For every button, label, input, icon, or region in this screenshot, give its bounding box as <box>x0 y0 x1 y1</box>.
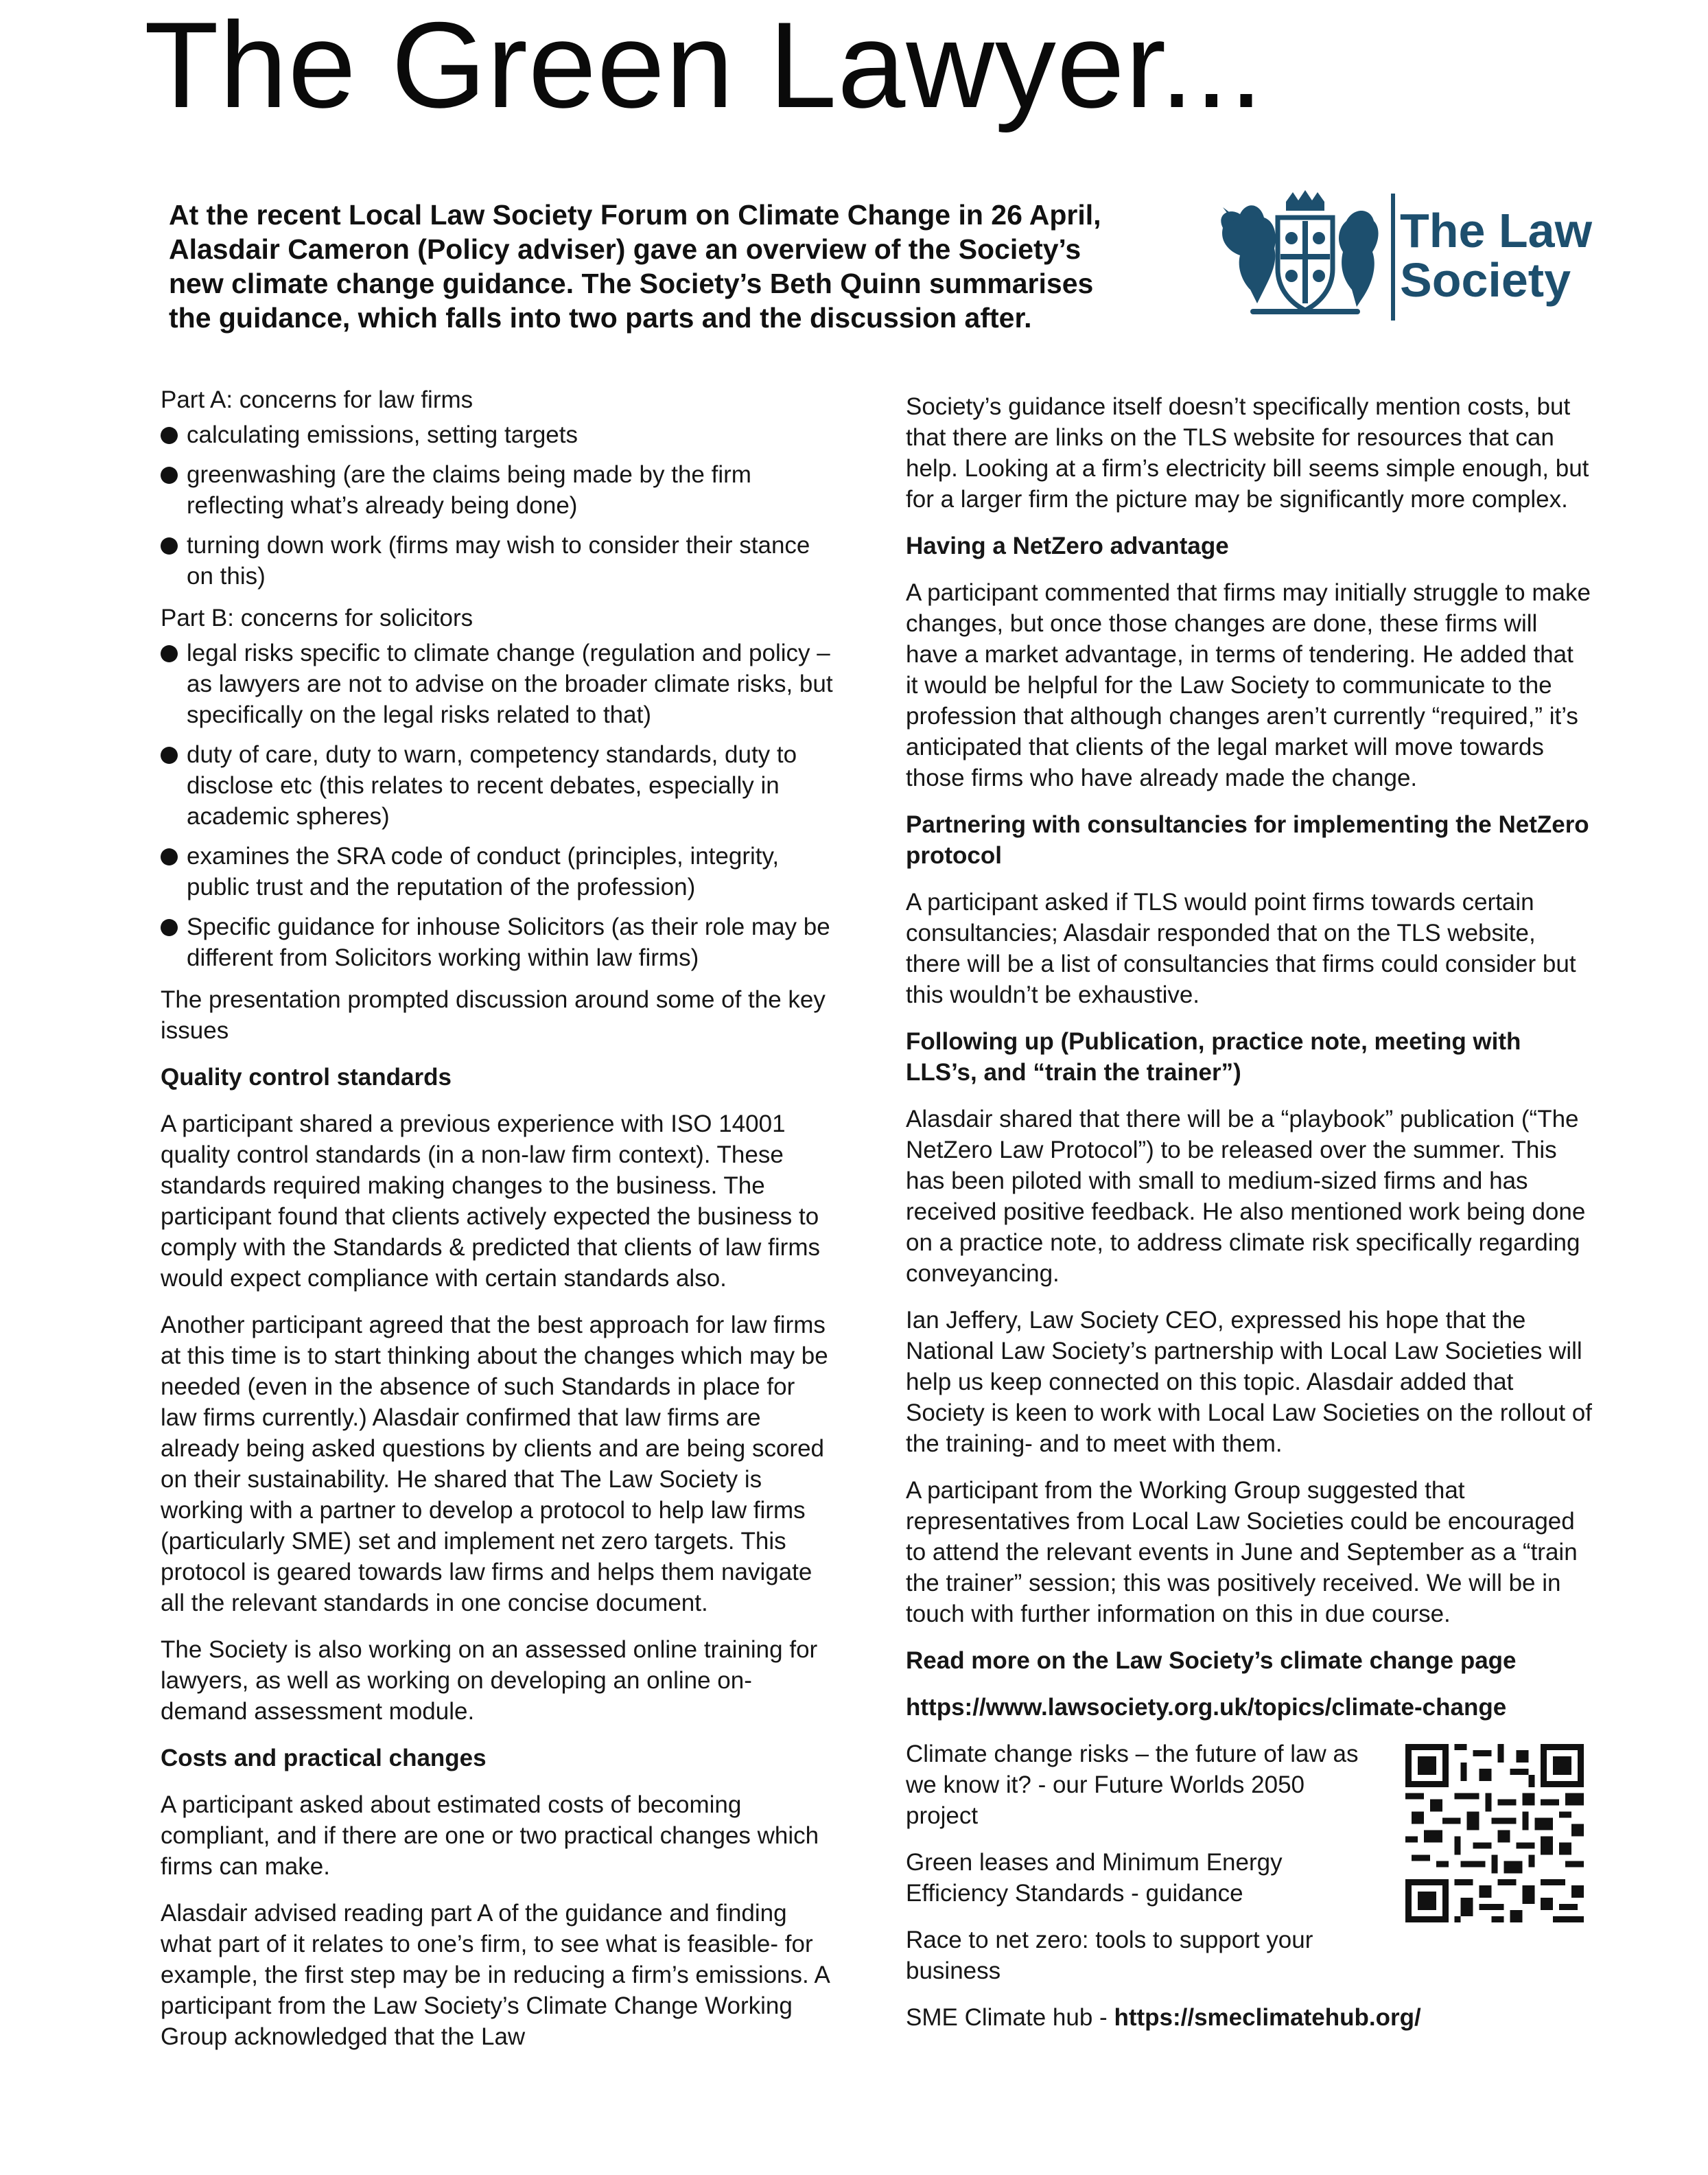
resource-links <box>906 1738 1592 1986</box>
read-more-heading: Read more on the Law Society’s climate change page <box>906 1647 1517 1674</box>
partnering-heading: Partnering with consultancies for implementing the NetZero protocol <box>906 811 1589 869</box>
part-a-list <box>161 419 837 592</box>
part-a-heading: Part A: concerns for law firms <box>161 386 473 413</box>
list-item: greenwashing (are the claims being made by the firm reflecting what’s already being done) <box>161 459 837 521</box>
part-b-heading: Part B: concerns for solicitors <box>161 605 473 631</box>
discussion-intro: The presentation prompted discussion around some of the key issues <box>161 986 826 1044</box>
costs-paragraph-1: A participant asked about estimated costs of becoming compliant, and if there are one or two practical changes which firms can make. <box>161 1791 819 1880</box>
part-b-list <box>161 638 837 973</box>
right-column <box>906 391 1592 2049</box>
left-column <box>161 384 837 2068</box>
link-green-leases[interactable]: Green leases and Minimum Energy Efficiency Standards - guidance <box>906 1849 1283 1907</box>
list-item: duty of care, duty to warn, competency standards, duty to disclose etc (this relates to recent debates, especially in academic spheres) <box>161 739 837 832</box>
logo-line-1: The Law <box>1400 204 1593 257</box>
sme-climate-hub-line <box>906 2002 1592 2033</box>
netzero-heading: Having a NetZero advantage <box>906 533 1229 559</box>
following-paragraph-1: Alasdair shared that there will be a “playbook” publication (“The NetZero Law Protocol”) to be released over the summer. This has been piloted with small to medium-sized firms and has received positive feedback. He also mentioned work being done on a practice note, to address climate risk specifically regarding conveyancing. <box>906 1106 1586 1287</box>
sme-label: SME Climate hub - <box>906 2004 1114 2031</box>
list-item: examines the SRA code of conduct (principles, integrity, public trust and the reputation of the profession) <box>161 841 837 903</box>
link-future-worlds[interactable]: Climate change risks – the future of law as we know it? - our Future Worlds 2050 project <box>906 1741 1359 1829</box>
logo-line-2: Society <box>1400 253 1571 307</box>
law-society-logo <box>1400 206 1606 305</box>
climate-change-url[interactable]: https://www.lawsociety.org.uk/topics/climate-change <box>906 1694 1507 1721</box>
intro-paragraph: At the recent Local Law Society Forum on Climate Change in 26 April, Alasdair Cameron (Policy adviser) gave an overview of the Society’s new climate change guidance. The Society’s Beth Quinn summarises the guidance, which falls into two parts and the discussion after. <box>169 199 1101 334</box>
link-race-to-net-zero[interactable]: Race to net zero: tools to support your business <box>906 1927 1313 1984</box>
costs-heading: Costs and practical changes <box>161 1745 487 1771</box>
qr-code-icon <box>1405 1744 1584 1922</box>
partnering-paragraph: A participant asked if TLS would point firms towards certain consultancies; Alasdair responded that on the TLS website, there will be a list of consultancies that firms could consider but this wouldn’t be exhaustive. <box>906 889 1576 1008</box>
quality-paragraph-2: Another participant agreed that the best approach for law firms at this time is to start thinking about the changes which may be needed (even in the absence of such Standards in place for law firms currently.) Alasdair confirmed that law firms are already being asked questions by clients and are being scored on their sustainability. He shared that The Law Society is working with a partner to develop a protocol to help law firms (particularly SME) set and implement net zero targets. This protocol is geared towards law firms and helps them navigate all the relevant standards in one concise document. <box>161 1312 828 1616</box>
following-paragraph-3: A participant from the Working Group suggested that representatives from Local Law Societies could be encouraged to attend the relevant events in June and September as a “train the trainer” session; this was positively received. We will be in touch with further information on this in due course. <box>906 1477 1578 1627</box>
netzero-paragraph: A participant commented that firms may initially struggle to make changes, but once those changes are done, these firms will have a market advantage, in terms of tendering. He added that it would be helpful for the Law Society to communicate to the profession that although changes aren’t currently “required,” it’s anticipated that clients of the legal market will move towards those firms who have already made the change. <box>906 579 1591 791</box>
page-title: The Green Lawyer... <box>144 0 1264 133</box>
following-heading: Following up (Publication, practice note, meeting with LLS’s, and “train the trainer”) <box>906 1028 1521 1086</box>
costs-paragraph-2: Alasdair advised reading part A of the guidance and finding what part of it relates to one’s firm, to see what is feasible- for example, the first step may be in reducing a firm’s emissions. A participant from the Law Society’s Climate Change Working Group acknowledged that the Law <box>161 1900 829 2050</box>
costs-continued: Society’s guidance itself doesn’t specifically mention costs, but that there are links on the TLS website for resources that can help. Looking at a firm’s electricity bill seems simple enough, but for a larger firm the picture may be significantly more complex. <box>906 393 1589 513</box>
following-paragraph-2: Ian Jeffery, Law Society CEO, expressed his hope that the National Law Society’s partnership with Local Law Societies will help us keep connected on this topic. Alasdair added that Society is keen to work with Local Law Societies on the rollout of the training- and to meet with them. <box>906 1307 1592 1457</box>
list-item: calculating emissions, setting targets <box>161 419 837 450</box>
list-item: Specific guidance for inhouse Solicitors (as their role may be different from Solicitors working within law firms) <box>161 911 837 973</box>
quality-paragraph-3: The Society is also working on an assessed online training for lawyers, as well as working on developing an online on-demand assessment module. <box>161 1636 818 1725</box>
quality-paragraph-1: A participant shared a previous experience with ISO 14001 quality control standards (in a non-law firm context). These standards required making changes to the business. The participant found that clients actively expected the business to comply with the Standards & predicted that clients of law firms would expect compliance with certain standards also. <box>161 1110 820 1292</box>
quality-heading: Quality control standards <box>161 1064 452 1091</box>
list-item: turning down work (firms may wish to consider their stance on this) <box>161 530 837 592</box>
list-item: legal risks specific to climate change (regulation and policy – as lawyers are not to advise on the broader climate risks, but specifically on the legal risks related to that) <box>161 638 837 730</box>
sme-climate-hub-url[interactable]: https://smeclimatehub.org/ <box>1114 2004 1421 2031</box>
